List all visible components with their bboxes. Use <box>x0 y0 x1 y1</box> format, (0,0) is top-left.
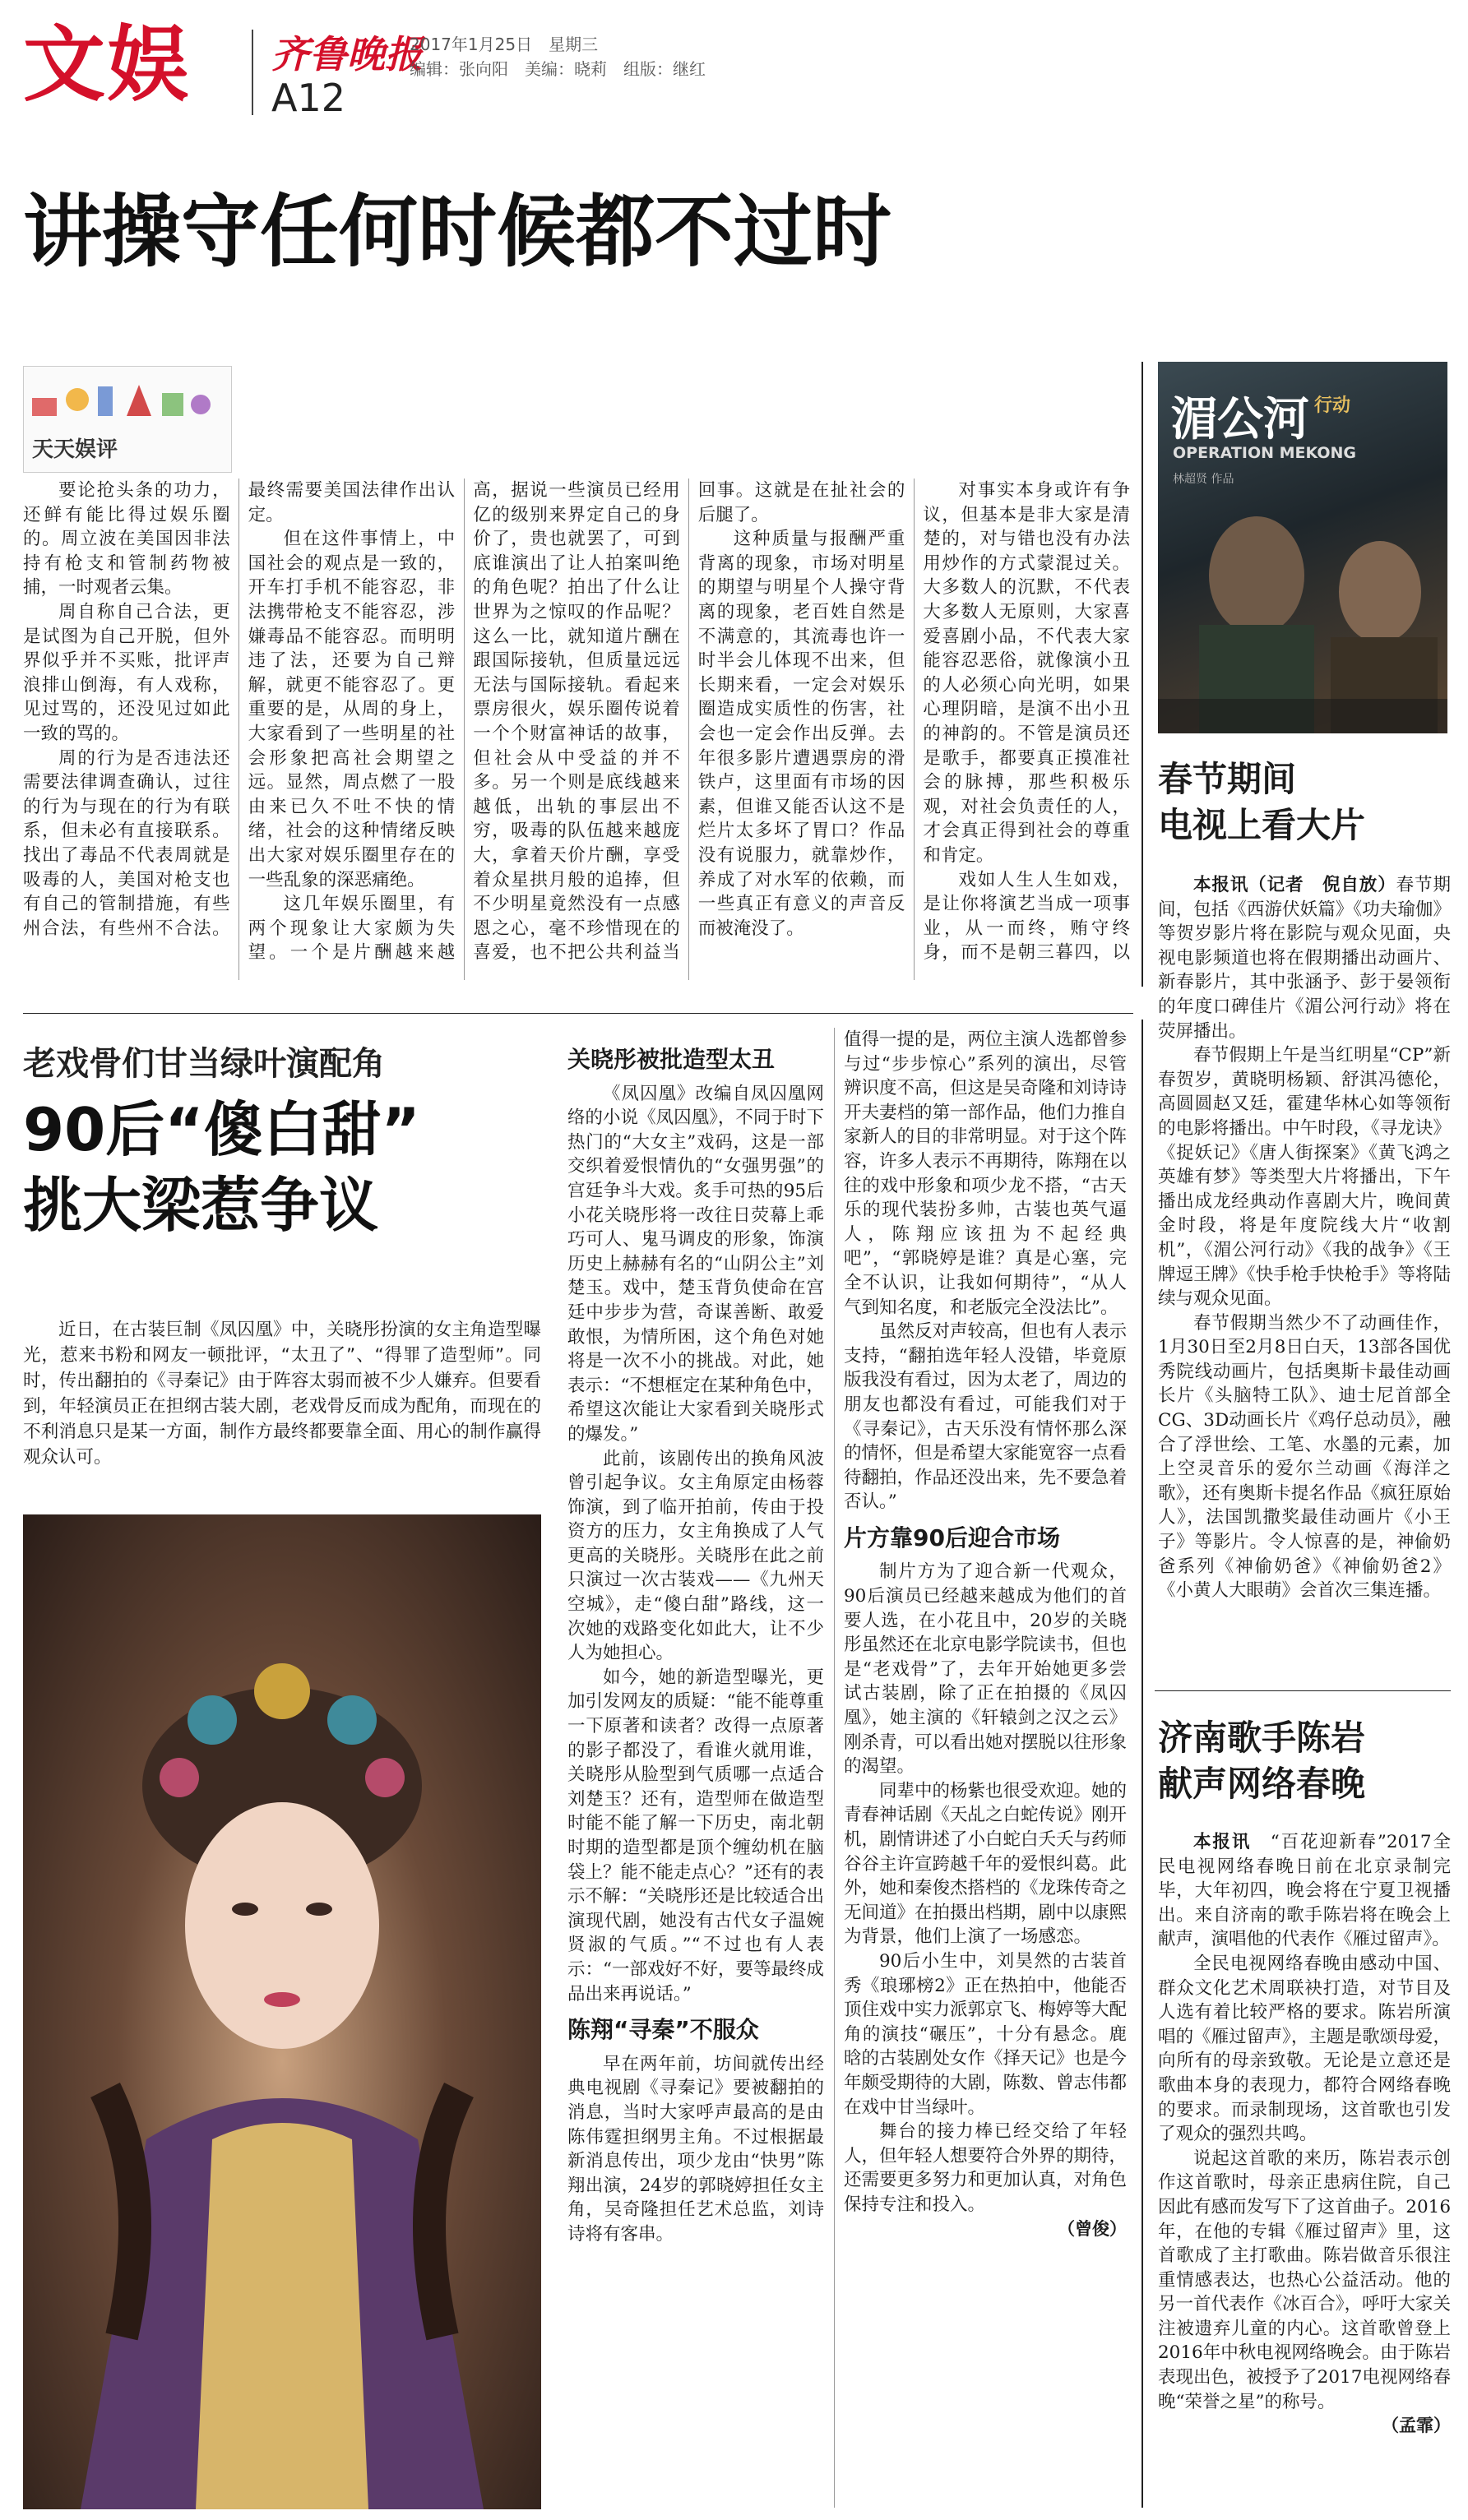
drama-photo <box>23 1514 541 2509</box>
main-article-paragraph: 要论抢头条的功力，还鲜有能比得过娱乐圈的。周立波在美国因非法持有枪支和管制药物被捕，一时观者云集。 <box>23 480 230 599</box>
drama-paragraph: 舞台的接力棒已经交给了年轻人，但年轻人想要符合外界的期待，还需要更多努力和更加认真，对角色保持专注和投入。 <box>844 2121 1127 2215</box>
main-article-paragraph: 周自称自己合法，更是试图为自己开脱，但外界似乎并不买账，批评声浪排山倒海，有人戏称，见过骂的，还没见过如此一致的骂的。 <box>23 601 230 744</box>
editors-line: 编辑：张向阳 美编：晓莉 组版：继红 <box>410 59 706 79</box>
main-article-body <box>23 479 1130 980</box>
drama-byline: （曾俊） <box>1058 2218 1127 2239</box>
drama-paragraph: 虽然反对声较高，但也有人表示支持，“翻拍选年轻人没错，毕竟原版我没有看过，因为太老了，周边的朋友也都没有看过，可能我们对于《寻秦记》，古天乐没有情怀那么深的情怀，但是希望大家能宽容一点看待翻拍，作品还没出来，先不要急着否认。” <box>844 1321 1127 1513</box>
drama-intro: 近日，在古装巨制《凤囚凰》中，关晓彤扮演的女主角造型曝光，惹来书粉和网友一顿批评，“太丑了”、“得罪了造型师”。同时，传出翻拍的《寻秦记》由于阵容太弱而被不少人嫌弃。但要看到，年轻演员正在担纲古装大剧，老戏骨反而成为配角，而现在的不利消息只是某一方面，制作方最终都要靠全面、用心的制作赢得观众认可。 <box>23 1320 541 1468</box>
masthead-divider <box>252 30 253 115</box>
singer-story-paragraph: 全民电视网络春晚由感动中国、群众文化艺术周联袂打造，对节目及人选有着比较严格的要求。陈岩所演唱的《雁过留声》，主题是歌颂母爱，向所有的母亲致敬。无论是立意还是歌曲本身的表现力，都符合网络春晚的要求。而录制现场，这首歌也引发了观众的强烈共鸣。 <box>1158 1953 1451 2145</box>
singer-story-byline: （孟霏） <box>1382 2416 1451 2436</box>
newspaper-logo: 齐鲁晚报 <box>271 32 423 76</box>
main-article-paragraph: 但在这件事情上，中国社会的观点是一致的，开车打手机不能容忍，非法携带枪支不能容忍，涉嫌毒品不能容忍。而明明违了法，还要为自己辩解，就更不能容忍了。更重要的是，从周的身上，大家看到了一些明星的社会形象把高社会期望之远。显然，周点燃了一股由来已久不吐不快的情绪，社会的这种情绪反映出大家对娱乐圈里存在的一些乱象的深恶痛绝。 <box>248 529 456 890</box>
column-rule <box>1142 1020 1143 2508</box>
drama-column-2 <box>844 1028 1127 2512</box>
drama-subhead-2: 陈翔“寻秦”不服众 <box>567 2016 759 2044</box>
date-line: 2017年1月25日 星期三 <box>410 35 599 54</box>
main-article-paragraph: 对事实本身或许有争议，但基本是非大家是清楚的，对与错也没有办法用炒作的方式蒙混过关。大多数人的沉默，不代表大多数人无原则，大家喜爱喜剧小品，不代表大家能容忍恶俗，就像演小丑的人必须心向光明，如果心理阴暗，是演不出小丑的神韵的。不管是演员还是歌手，都要真正摸准社会的脉搏，那些积极乐观，对社会负责任的人，才会真正得到社会的尊重和肯定。 <box>923 480 1130 866</box>
column-rule <box>1142 362 1143 987</box>
main-article-paragraph: 这几年娱乐圈里，有两个现象让大家颇为失望。一个是片酬越来越高，据说一些演员已经用亿的级别来界定自己的身价了，贵也就罢了，可到底谁演出了让人拍案叫绝的角色呢？拍出了什么让世界为之惊叹的作品呢？这么一比，就知道片酬在跟国际接轨，但质量远远无法与国际接轨。看起来票房很火，娱乐圈传说着一个个财富神话的故事，但社会从中受益的并不多。另一个则是底线越来越低，出轨的事层出不穷，吸毒的队伍越来越庞大，拿着天价片酬，享受着众星拱月般的追捧，但不少明星竟然没有一点感恩之心，毫不珍惜现在的喜爱，也不把公共利益当回事。这就是在扯社会的后腿了。 <box>248 480 905 964</box>
drama-subhead-1: 关晓彤被批造型太丑 <box>567 1046 776 1073</box>
section-rule <box>23 1013 1133 1014</box>
singer-story-lead: 本报讯 <box>1193 1832 1252 1852</box>
column-tag <box>23 366 232 473</box>
section-rule <box>1155 1690 1451 1691</box>
drama-column-1 <box>567 1028 824 2512</box>
drama-paragraph: 90后小生中，刘昊然的古装首秀《琅琊榜2》正在热拍中，他能否顶住戏中实力派郭京飞、梅婷等大配角的演技“碾压”，十分有悬念。鹿晗的古装剧处女作《择天记》也是今年颇受期待的大剧，陈数、曾志伟都在戏中甘当绿叶。 <box>844 1950 1127 2118</box>
drama-paragraph: 《凤囚凰》改编自凤囚凰网络的小说《凤囚凰》，不同于时下热门的“大女主”戏码，这是一部交织着爱恨情仇的“女强男强”的宫廷争斗大戏。炙手可热的95后小花关晓彤将一改往日荧幕上乖巧可人、鬼马调皮的形象，饰演历史上赫赫有名的“山阴公主”刘楚玉。戏中，楚玉背负使命在宫廷中步步为营，奇谋善断、敢爱敢恨，为情所困，这个角色对她将是一次不小的挑战。对此，她表示：“不想框定在某种角色中，希望这次能让大家看到关晓彤式的爆发。” <box>567 1083 824 1445</box>
main-headline: 讲操守任何时候都不过时 <box>23 186 891 278</box>
poster-english: OPERATION MEKONG <box>1173 444 1357 462</box>
drama-paragraph: 值得一提的是，两位主演人选都曾参与过“步步惊心”系列的演出，尽管辨识度不高，但这是吴奇隆和刘诗诗开夫妻档的第一部作品，他们力推自家新人的目的非常明显。对于这个阵容，许多人表示不再期待，陈翔在以往的戏中形象和项少龙不搭，“古天乐的现代装扮多帅，古装也英气逼人，陈翔应该扭为不起经典吧”，“郭晓婷是谁？真是心塞，完全不认识，让我如何期待”，“从人气到知名度，和老版完全没法比”。 <box>844 1029 1127 1318</box>
drama-paragraph: 同辈中的杨紫也很受欢迎。她的青春神话剧《天乩之白蛇传说》刚开机，剧情讲述了小白蛇白夭夭与药师谷谷主许宣跨越千年的爱恨纠葛。此外，她和秦俊杰搭档的《龙珠传奇之无间道》在拍摄出档期，剧中以康熙为背景，他们上演了一场感恋。 <box>844 1780 1127 1948</box>
column-tag-icon <box>32 375 221 424</box>
drama-paragraph: 制片方为了迎合新一代观众，90后演员已经越来越成为他们的首要人选，在小花且中，20岁的关晓彤虽然还在北京电影学院读书，但也是“老戏骨”了，去年开始她更多尝试古装剧，除了正在拍摄的《凤囚凰》，她主演的《轩辕剑之汉之云》刚杀青，可以看出她对摆脱以往形象的渴望。 <box>844 1561 1127 1778</box>
masthead <box>0 0 1468 132</box>
movie-story-paragraph: 春节假期上午是当红明星“CP”新春贺岁，黄晓明杨颖、舒淇冯德伦，高圆圆赵又廷，霍建华林心如等领衔的电影将播出。中午时段，《寻龙诀》《捉妖记》《唐人街探案》《黄飞鸿之英雄有梦》等类型大片将播出，下午播出成龙经典动作喜剧大片，晚间黄金时段，将是年度院线大片“收割机”，《湄公河行动》《我的战争》《王牌逗王牌》《快手枪手快枪手》等将陆续与观众见面。 <box>1158 1045 1451 1310</box>
section-title: 文娱 <box>23 16 191 113</box>
main-article-paragraph: 戏如人生人生如戏，是让你将演艺当成一项事业，从一而终，贿守终身，而不是朝三暮四，以 <box>923 869 1130 964</box>
main-article-paragraph: 这种质量与报酬严重背离的现象，市场对明星的期望与明星个人操守背离的现象，老百姓自然是不满意的，其流毒也许一时半会儿体现不出来，但长期来看，一定会对娱乐圈造成实质性的伤害，社会也一定会作出反弹。去年很多影片遭遇票房的滑铁卢，这里面有市场的因素，但谁又能否认这不是烂片太多坏了胃口？作品没有说服力，就靠炒作，养成了对水军的依赖，而一些真正有意义的声音反而被淹没了。 <box>697 529 905 939</box>
drama-headline-2: 挑大梁惹争议 <box>23 1171 379 1240</box>
singer-story-paragraph: 说起这首歌的来历，陈岩表示创作这首歌时，母亲正患病住院，自己因此有感而发写下了这首曲子。2016年，在他的专辑《雁过留声》里，这首歌成了主打歌曲。陈岩做音乐很注重情感表达，也热心公益活动。他的另一首代表作《冰百合》，呼吁大家关注被遗弃儿童的内心。这首歌曾登上2016年中秋电视网络晚会。由于陈岩表现出色，被授予了2017电视网络春晚“荣誉之星”的称号。 <box>1158 2148 1451 2412</box>
drama-paragraph: 早在两年前，坊间就传出经典电视剧《寻秦记》要被翻拍的消息，当时大家呼声最高的是由陈伟霆担纲男主角。不过根据最新消息传出，项少龙由“快男”陈翔出演，24岁的郭晓婷担任女主角，吴奇隆担任艺术总监，刘诗诗将有客串。 <box>567 2053 824 2245</box>
singer-story-title: 济南歌手陈岩 献声网络春晚 <box>1158 1718 1366 1804</box>
movie-story-title: 春节期间 电视上看大片 <box>1158 759 1366 845</box>
movie-poster <box>1158 362 1447 733</box>
drama-subhead-3: 片方靠90后迎合市场 <box>844 1524 1060 1551</box>
movie-story-paragraph: 春节假期当然少不了动画佳作，1月30日至2月8日白天，13部各国优秀院线动画片，包括奥斯卡最佳动画长片《头脑特工队》、迪士尼首部全CG、3D动画长片《鸡仔总动员》，融合了浮世绘、工笔、水墨的元素，加上空灵音乐的爱尔兰动画《海洋之歌》，还有奥斯卡提名作品《疯狂原始人》，法国凯撒奖最佳动画片《小王子》等影片。令人惊喜的是，神偷奶爸系列《神偷奶爸》《神偷奶爸2》《小黄人大眼萌》会首次三集连播。 <box>1158 1312 1451 1602</box>
column-tag-label: 天天娱评 <box>32 437 118 462</box>
drama-paragraph: 此前，该剧传出的换角风波曾引起争议。女主角原定由杨蓉饰演，到了临开拍前，传由于投资方的压力，女主角换成了人气更高的关晓彤。关晓彤在此之前只演过一次古装戏——《九州天空城》，走“傻白甜”路线，这一次她的戏路变化如此大，让不少人为她担心。 <box>567 1448 824 1664</box>
singer-story-body: 本报讯 “百花迎新春”2017全民电视网络春晚日前在北京录制完毕，大年初四，晚会将在宁夏卫视播出。来自济南的歌手陈岩将在晚会上献声，演唱他的代表作《雁过留声》。 全民电视网络春晚由感动中国、群众文化艺术周联袂打造，对节目及人选有着比较严格的要求。陈岩所演唱的《雁过留声》，主题是歌颂母爱，向所有的母亲致敬。无论是立意还是歌曲本身的表现力，都符合网络春晚的要求。而录制现场，这首歌也引发了观众的强烈共鸣。 说起这首歌的来历，陈岩表示创作这首歌时，母亲正患病住院，自己因此有感而发写下了这首曲子。2016年，在他的专辑《雁过留声》里，这首歌成了主打歌曲。陈岩做音乐很注重情感表达，也热心公益活动。他的另一首代表作《冰百合》，呼吁大家关注被遗弃儿童的内心。这首歌曾登上2016年中秋电视网络晚会。由于陈岩表现出色，被授予了2017电视网络春晚“荣誉之星”的称号。 （孟霏） <box>1158 1830 1451 2513</box>
poster-title: 湄公河 <box>1171 393 1309 446</box>
drama-headline-1: 90后“傻白甜” <box>23 1095 420 1164</box>
column-rule <box>834 1028 835 2508</box>
drama-kicker: 老戏骨们甘当绿叶演配角 <box>23 1045 385 1083</box>
poster-subtitle: 行动 <box>1314 395 1351 416</box>
page-number: A12 <box>271 76 346 120</box>
poster-figures <box>1158 485 1447 733</box>
drama-paragraph: 如今，她的新造型曝光，更加引发网友的质疑：“能不能尊重一下原著和读者？改得一点原著的影子都没了，看谁火就用谁，关晓彤从脸型到气质哪一点适合刘楚玉？还有，造型师在做造型时能不能了解一下历史，南北朝时期的造型都是顶个缠幼机在脑袋上？能不能走点心？”还有的表示不解：“关晓彤还是比较适合出演现代剧，她没有古代女子温婉贤淑的气质。”“不过也有人表示：“一部戏好不好，要等最终成品出来再说话。” <box>567 1667 824 2004</box>
poster-credit: 林超贤 作品 <box>1173 473 1234 486</box>
main-article-paragraph: 周的行为是否违法还需要法律调查确认，过往的行为与现在的行为有联系，但未必有直接联系。找出了毒品不代表周就是吸毒的人，美国对枪支也有自己的管制措施，有些州合法，有些州不合法。最终需要美国法律作出认定。 <box>23 480 456 939</box>
drama-photo-figure <box>23 1514 541 2509</box>
movie-story-lead: 本报讯（记者 倪自放） <box>1193 875 1396 895</box>
movie-story-body: 本报讯（记者 倪自放）春节期间，包括《西游伏妖篇》《功夫瑜伽》等贺岁影片将在影院与观众见面，央视电影频道也将在假期播出动画片、新春影片，其中张涵予、彭于晏领衔的年度口碑佳片《湄公河行动》将在荧屏播出。 春节假期上午是当红明星“CP”新春贺岁，黄晓明杨颖、舒淇冯德伦，高圆圆赵又廷，霍建华林心如等领衔的电影将播出。中午时段，《寻龙诀》《捉妖记》《唐人街探案》《黄飞鸿之英雄有梦》等类型大片将播出，下午播出成龙经典动作喜剧大片，晚间黄金时段，将是年度院线大片“收割机”，《湄公河行动》《我的战争》《王牌逗王牌》《快手枪手快枪手》等将陆续与观众见面。 春节假期当然少不了动画佳作，1月30日至2月8日白天，13部各国优秀院线动画片，包括奥斯卡最佳动画长片《头脑特工队》、迪士尼首部全CG、3D动画长片《鸡仔总动员》，融合了浮世绘、工笔、水墨的元素，加上空灵音乐的爱尔兰动画《海洋之歌》，还有奥斯卡提名作品《疯狂原始人》，法国凯撒奖最佳动画片《小王子》等影片。令人惊喜的是，神偷奶爸系列《神偷奶爸》《神偷奶爸2》《小黄人大眼萌》会首次三集连播。 <box>1158 873 1451 1650</box>
